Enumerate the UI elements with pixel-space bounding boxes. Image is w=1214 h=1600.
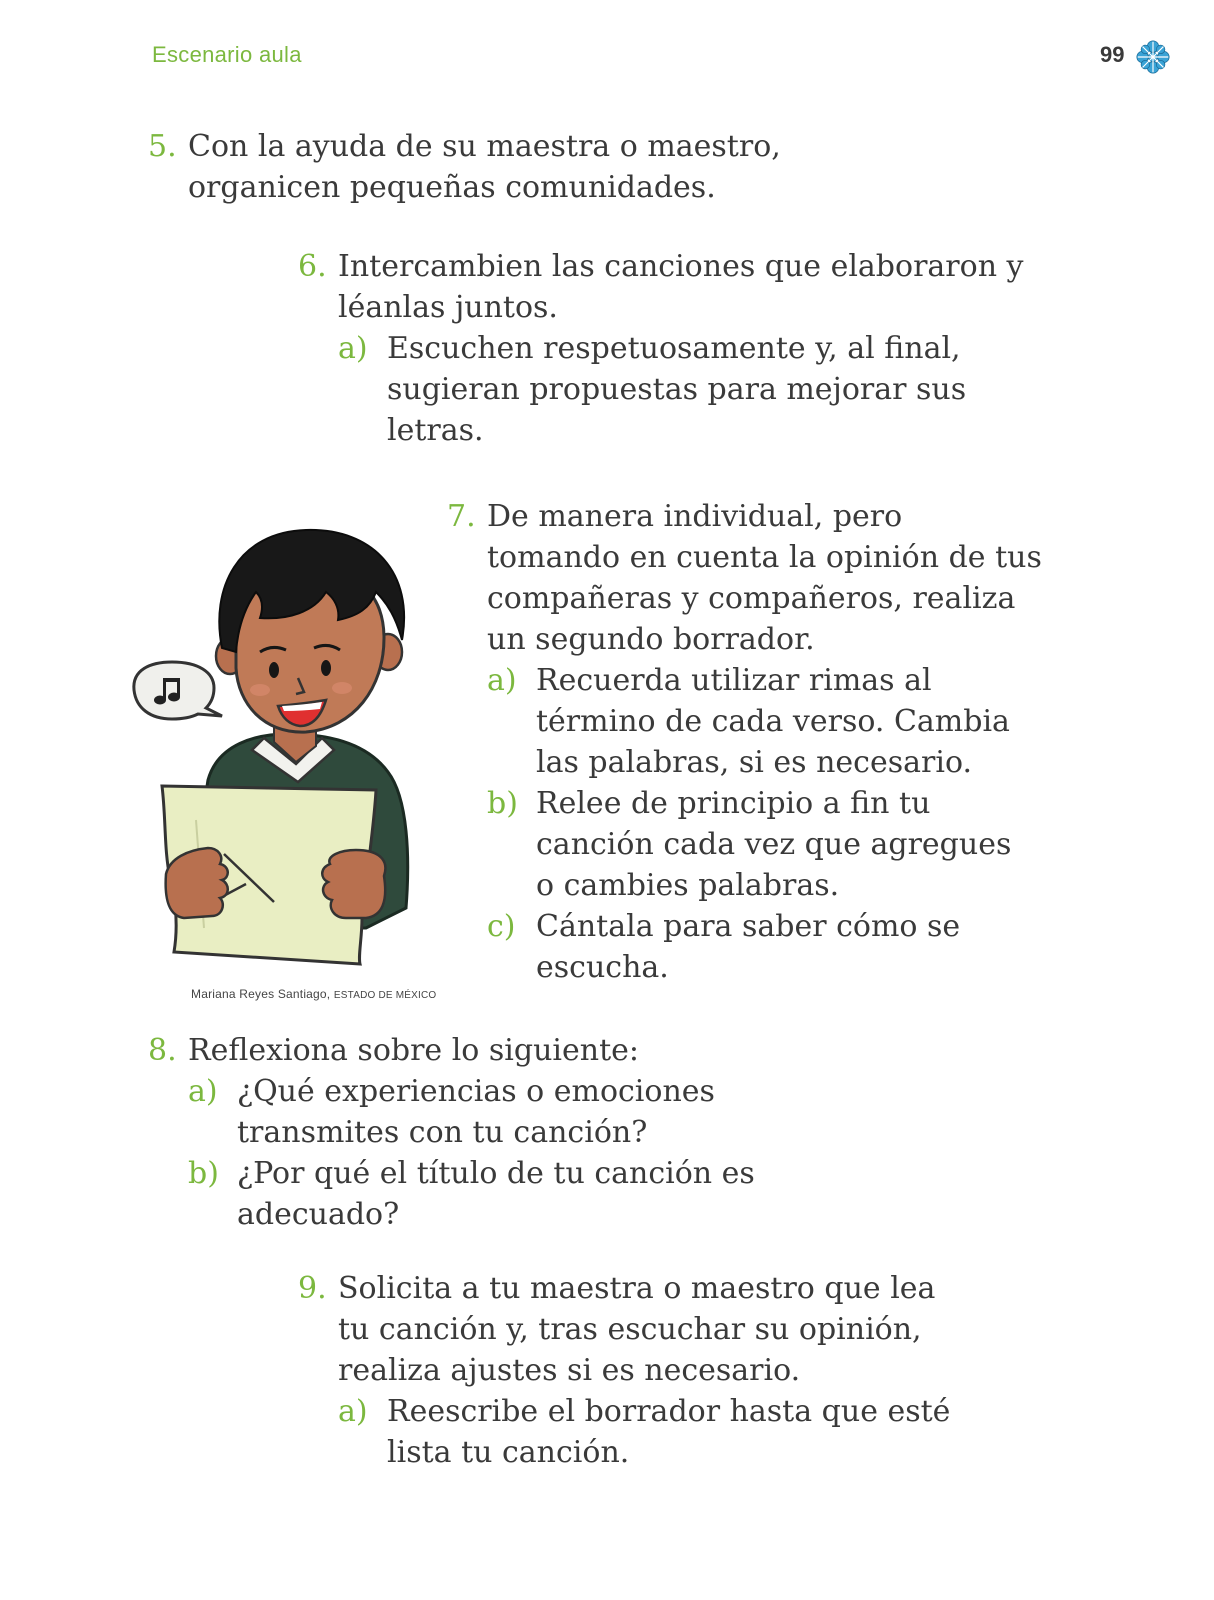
sub-item-b [487,783,1042,906]
sub-item-text-line: Recuerda utilizar rimas al [536,663,932,698]
instruction-9 [298,1268,950,1473]
item-text-line: realiza ajustes si es necesario. [338,1353,801,1388]
sub-item-text-line: transmites con tu canción? [237,1115,648,1150]
sub-item-text-line: canción cada vez que agregues [536,827,1012,862]
sub-item-letter: a) [188,1074,218,1109]
instruction-5 [148,126,781,208]
item-number: 7. [447,499,476,534]
sub-item-a [338,328,1024,451]
sub-item-text-line: ¿Por qué el título de tu canción es [237,1156,755,1191]
sub-item-letter: a) [487,663,517,698]
section-label: Escenario aula [152,42,302,67]
sub-item-letter: a) [338,331,368,366]
item-text-line: Con la ayuda de su maestra o maestro, [188,129,781,164]
sub-item-letter: c) [487,909,516,944]
item-text-line: léanlas juntos. [338,290,558,325]
sub-item-a [338,1391,950,1473]
sub-item-text-line: letras. [387,413,484,448]
sub-item-letter: a) [338,1394,368,1429]
sub-item-text-line: término de cada verso. Cambia [536,704,1010,739]
flower-emblem-icon [1134,38,1172,76]
speech-bubble [134,662,222,719]
sub-item-text-line: las palabras, si es necesario. [536,745,973,780]
sub-item-text-line: Reescribe el borrador hasta que esté [387,1394,951,1429]
item-text-line: Intercambien las canciones que elaboraron y [338,249,1024,284]
boy-reading-song-illustration [126,528,426,988]
sub-item-a [188,1071,755,1153]
instruction-7 [447,496,1042,988]
sub-item-text-line: sugieran propuestas para mejorar sus [387,372,967,407]
sub-item-text-line: Relee de principio a fin tu [536,786,931,821]
item-number: 8. [148,1033,177,1068]
sub-item-text-line: o cambies palabras. [536,868,840,903]
sub-item-letter: b) [188,1156,219,1191]
item-text-line: un segundo borrador. [487,622,815,657]
sub-item-b [188,1153,755,1235]
item-text-line: compañeras y compañeros, realiza [487,581,1016,616]
item-text-line: tu canción y, tras escuchar su opinión, [338,1312,922,1347]
sub-item-text-line: Cántala para saber cómo se [536,909,961,944]
page-number: 99 [1100,42,1125,67]
sub-item-text-line: Escuchen respetuosamente y, al final, [387,331,961,366]
sub-item-letter: b) [487,786,518,821]
item-number: 6. [298,249,327,284]
item-number: 5. [148,129,177,164]
credit-place: ESTADO DE MÉXICO [333,990,437,1001]
credit-name: Mariana Reyes Santiago, [191,987,331,1001]
sub-item-text-line: lista tu canción. [387,1435,630,1470]
illustration-credit [191,987,436,1001]
sub-item-text-line: ¿Qué experiencias o emociones [237,1074,715,1109]
item-text-line: De manera individual, pero [487,499,903,534]
item-text-line: Solicita a tu maestra o maestro que lea [338,1271,936,1306]
sub-item-text-line: adecuado? [237,1197,400,1232]
item-text-line: organicen pequeñas comunidades. [188,170,716,205]
sub-item-a [487,660,1042,783]
sub-item-text-line: escucha. [536,950,669,985]
instruction-8 [148,1030,755,1235]
instruction-6 [298,246,1024,451]
item-number: 9. [298,1271,327,1306]
item-text-line: Reflexiona sobre lo siguiente: [188,1033,640,1068]
sub-item-c [487,906,1042,988]
item-text-line: tomando en cuenta la opinión de tus [487,540,1042,575]
